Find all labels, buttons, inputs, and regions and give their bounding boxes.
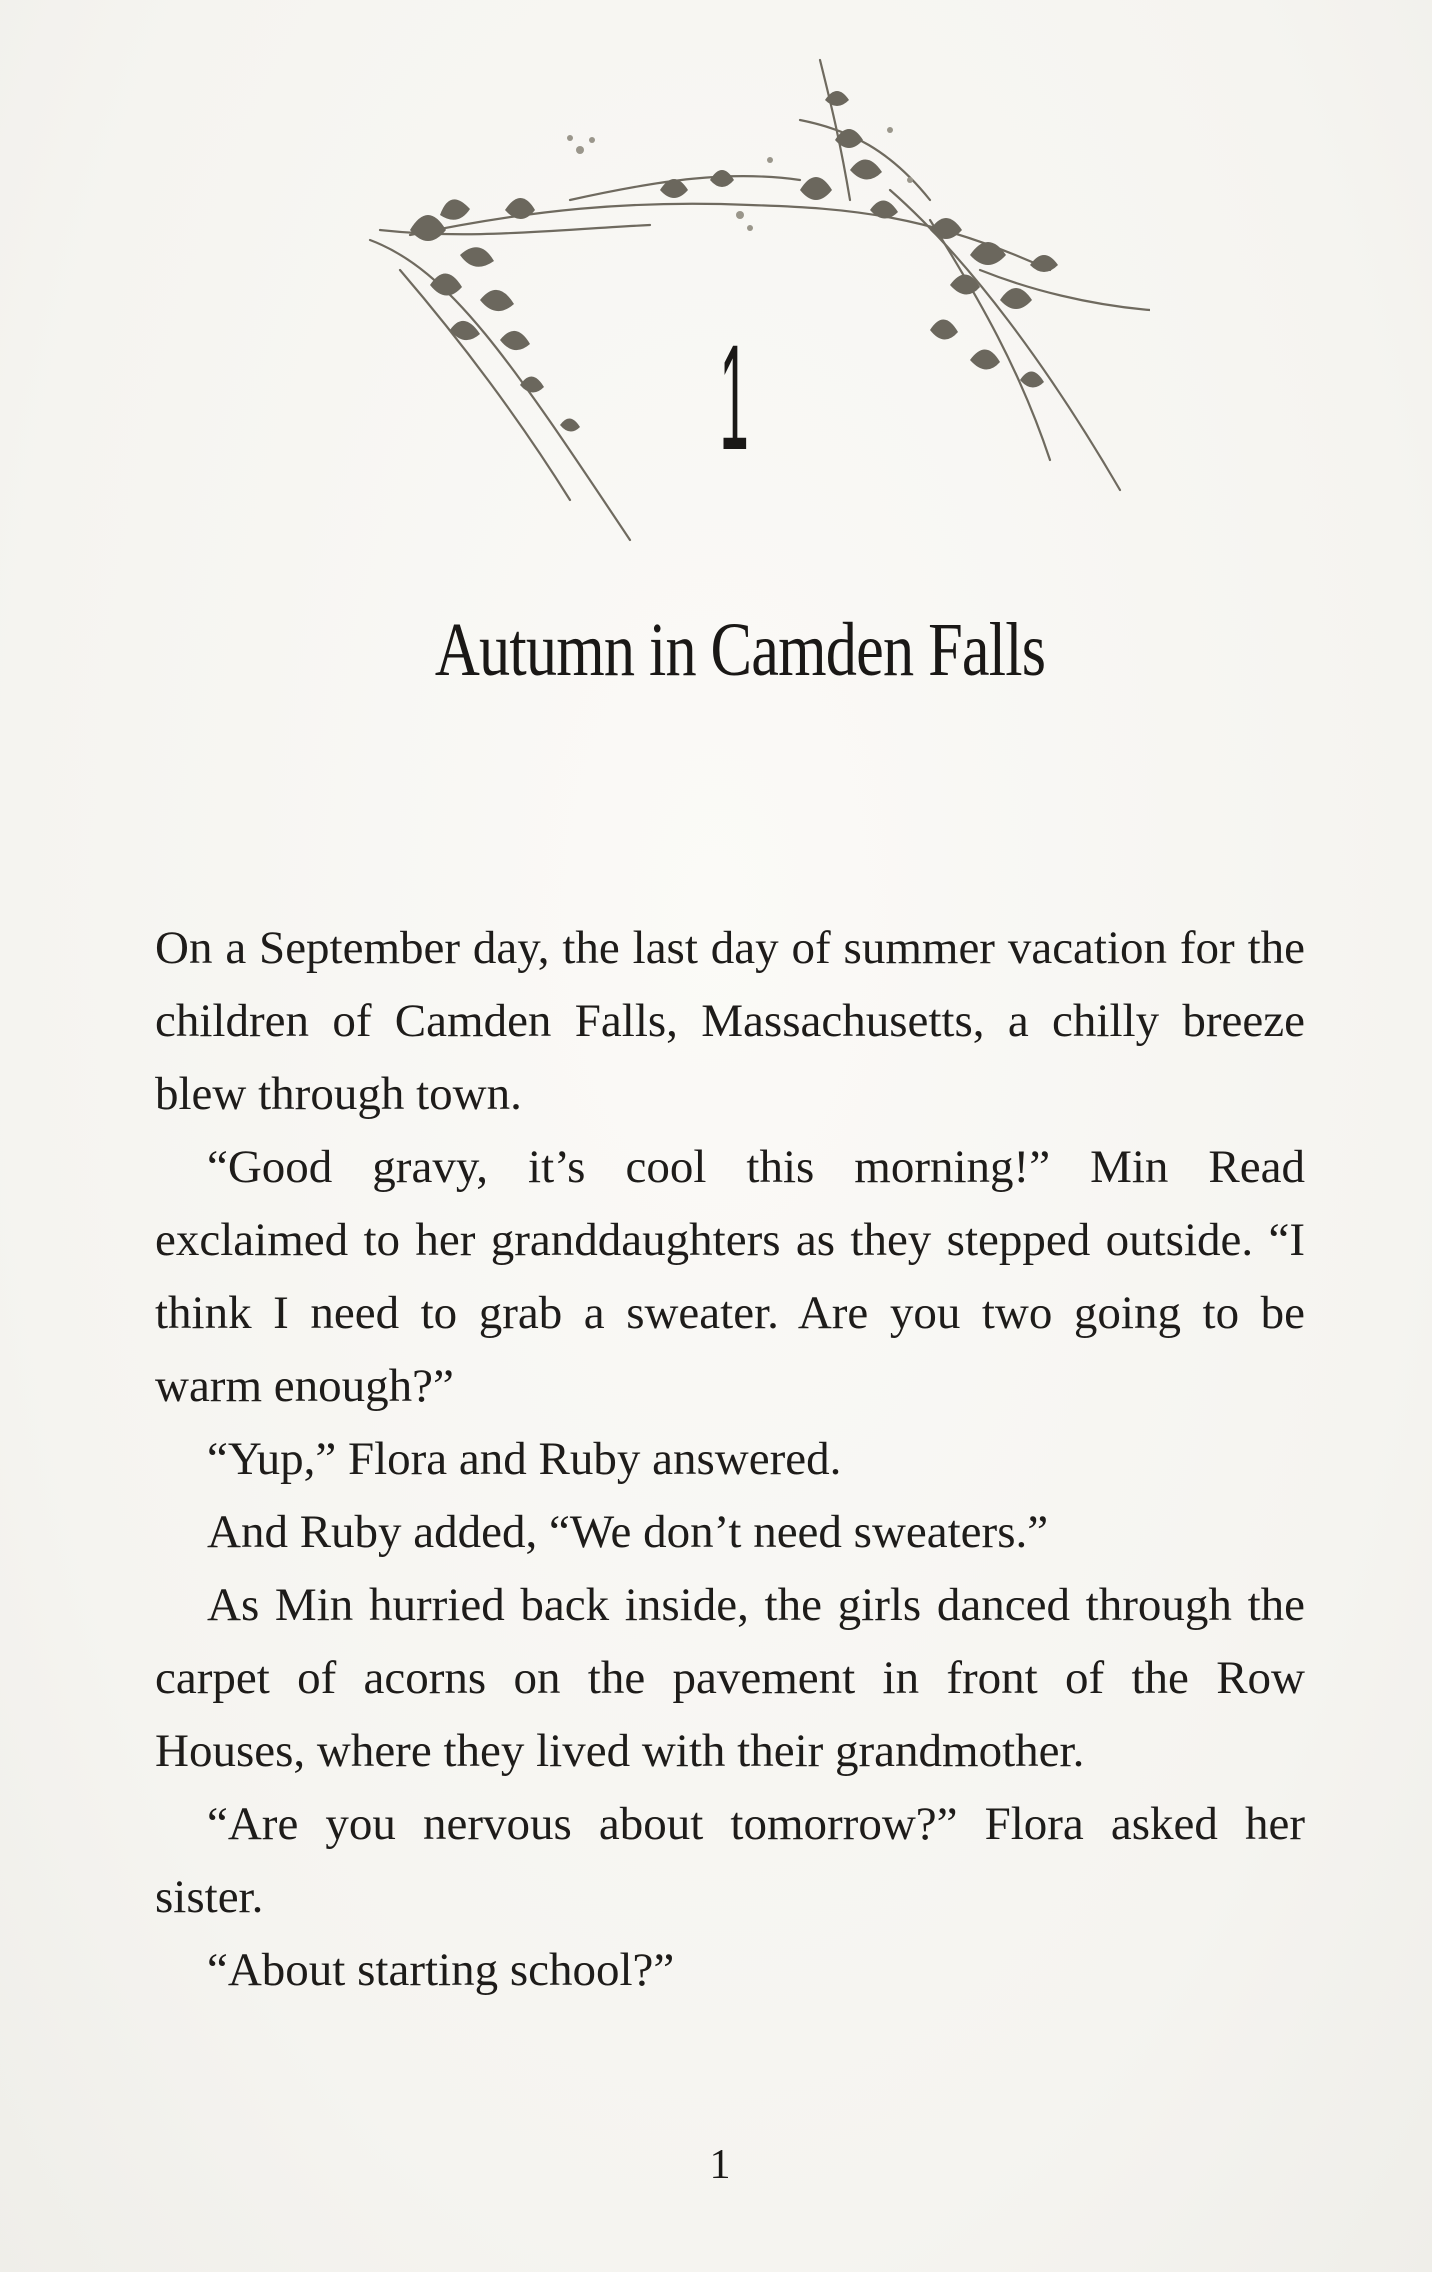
- paragraph: On a September day, the last day of summer vacation for the children of Camden Falls, Massachusetts, a chilly breeze blew through town.: [155, 922, 1305, 1120]
- page-number: 1: [709, 2142, 731, 2188]
- paragraph: “Are you nervous about tomorrow?” Flora asked her sister.: [155, 1798, 1305, 1923]
- paragraph: As Min hurried back inside, the girls danced through the carpet of acorns on the pavement in front of the Row Houses, where they lived with their grandmother.: [155, 1579, 1305, 1777]
- paragraph: “Good gravy, it’s cool this morning!” Min Read exclaimed to her granddaughters as they stepped outside. “I think I need to grab a sweater. Are you two going to be warm enough?”: [155, 1141, 1305, 1412]
- paragraph: And Ruby added, “We don’t need sweaters.”: [207, 1506, 1049, 1558]
- paragraph: “About starting school?”: [207, 1944, 675, 1996]
- chapter-number: 1: [719, 313, 749, 481]
- paragraph: “Yup,” Flora and Ruby answered.: [207, 1433, 842, 1485]
- chapter-body-text: [155, 912, 1305, 2007]
- chapter-title: Autumn in Camden Falls: [434, 608, 1046, 692]
